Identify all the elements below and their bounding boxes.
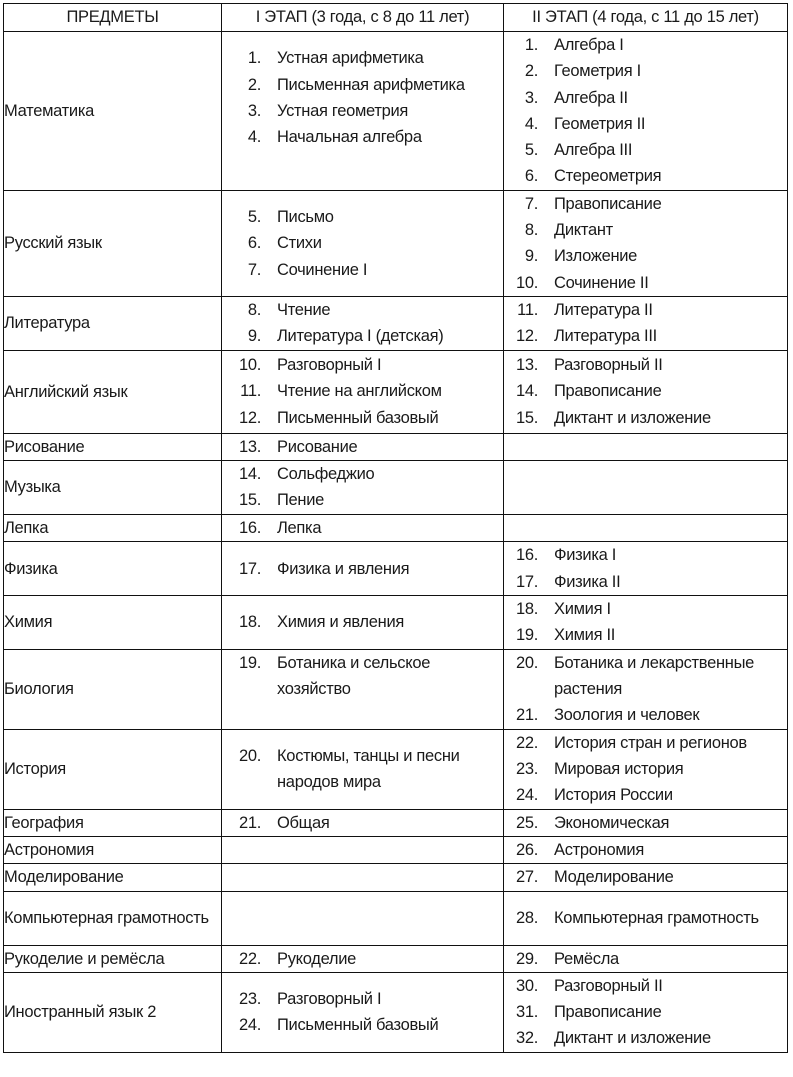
item-label: Экономическая xyxy=(554,813,670,832)
list-item xyxy=(504,596,787,622)
table-row xyxy=(4,460,788,514)
course-list xyxy=(504,650,787,729)
table-row xyxy=(4,945,788,972)
header-stage-1: I ЭТАП (3 года, с 8 до 11 лет) xyxy=(222,4,504,32)
item-label: Устная арифметика xyxy=(277,49,424,68)
subject-cell: Компьютерная грамотность xyxy=(4,891,222,945)
list-item xyxy=(504,542,787,568)
stage-1-cell xyxy=(222,864,504,891)
course-list xyxy=(222,352,503,431)
list-item xyxy=(504,297,787,323)
list-item xyxy=(222,204,503,230)
item-number: 4. xyxy=(524,114,538,133)
subject-cell: Иностранный язык 2 xyxy=(4,972,222,1052)
list-item xyxy=(504,191,787,217)
stage-1-cell xyxy=(222,190,504,296)
course-list xyxy=(504,730,787,809)
item-number: 21. xyxy=(515,706,538,725)
item-label: Литература II xyxy=(554,300,653,319)
table-row xyxy=(4,596,788,650)
item-label: Диктант xyxy=(554,221,613,240)
list-item xyxy=(504,999,787,1025)
list-item xyxy=(504,243,787,269)
item-number: 22. xyxy=(238,949,261,968)
item-label: Ботаника и лекарственные растения xyxy=(554,653,755,699)
list-item xyxy=(504,111,787,137)
table-row xyxy=(4,190,788,296)
item-number: 14. xyxy=(515,382,538,401)
table-row xyxy=(4,433,788,460)
list-item xyxy=(504,137,787,163)
item-label: Ботаника и сельское хозяйство xyxy=(277,653,431,699)
item-number: 23. xyxy=(515,759,538,778)
course-list xyxy=(504,946,787,972)
subject-cell: Лепка xyxy=(4,514,222,541)
item-label: Стереометрия xyxy=(554,167,662,186)
item-number: 30. xyxy=(515,976,538,995)
item-number: 28. xyxy=(515,908,538,927)
item-number: 24. xyxy=(515,786,538,805)
subject-cell: Математика xyxy=(4,32,222,191)
item-number: 32. xyxy=(515,1029,538,1048)
item-number: 19. xyxy=(515,626,538,645)
list-item xyxy=(504,973,787,999)
item-number: 29. xyxy=(515,949,538,968)
item-number: 20. xyxy=(515,653,538,672)
table-body xyxy=(4,32,788,1053)
table-row xyxy=(4,32,788,191)
list-item xyxy=(504,650,787,703)
item-label: Чтение на английском xyxy=(277,382,442,401)
item-number: 20. xyxy=(238,746,261,765)
list-item xyxy=(222,230,503,256)
list-item xyxy=(504,270,787,296)
subject-cell: Физика xyxy=(4,542,222,596)
stage-2-cell xyxy=(504,945,788,972)
table-row xyxy=(4,350,788,433)
list-item xyxy=(504,217,787,243)
item-label: Устная геометрия xyxy=(277,101,409,120)
item-label: Диктант и изложение xyxy=(554,1029,711,1048)
list-item xyxy=(222,650,503,703)
list-item xyxy=(504,905,787,931)
item-number: 21. xyxy=(238,813,261,832)
subject-cell: Астрономия xyxy=(4,836,222,863)
item-number: 12. xyxy=(238,408,261,427)
stage-2-cell xyxy=(504,542,788,596)
item-label: Физика и явления xyxy=(277,559,410,578)
list-item xyxy=(222,72,503,98)
course-list xyxy=(222,743,503,796)
item-label: Рукоделие xyxy=(277,949,357,968)
item-label: Сочинение II xyxy=(554,273,649,292)
list-item xyxy=(222,352,503,378)
item-label: Астрономия xyxy=(554,840,644,859)
item-number: 19. xyxy=(238,653,261,672)
stage-2-cell xyxy=(504,836,788,863)
stage-1-cell xyxy=(222,972,504,1052)
course-list xyxy=(504,810,787,836)
stage-1-cell xyxy=(222,809,504,836)
item-label: Сольфеджио xyxy=(277,465,375,484)
subject-cell: Литература xyxy=(4,296,222,350)
list-item xyxy=(222,743,503,796)
course-list xyxy=(504,297,787,350)
item-number: 27. xyxy=(515,868,538,887)
list-item xyxy=(504,1025,787,1051)
list-item xyxy=(504,352,787,378)
item-number: 3. xyxy=(524,88,538,107)
stage-1-cell xyxy=(222,32,504,191)
stage-1-cell xyxy=(222,296,504,350)
stage-1-cell xyxy=(222,350,504,433)
list-item xyxy=(222,405,503,431)
subject-cell: Моделирование xyxy=(4,864,222,891)
course-list xyxy=(504,191,787,296)
stage-1-cell xyxy=(222,514,504,541)
item-number: 7. xyxy=(247,260,261,279)
stage-1-cell xyxy=(222,891,504,945)
item-number: 14. xyxy=(238,465,261,484)
stage-2-cell xyxy=(504,649,788,729)
item-number: 5. xyxy=(247,207,261,226)
item-number: 4. xyxy=(247,128,261,147)
table-row xyxy=(4,836,788,863)
table-row xyxy=(4,809,788,836)
list-item xyxy=(504,756,787,782)
header-subjects: ПРЕДМЕТЫ xyxy=(4,4,222,32)
item-label: Разговорный I xyxy=(277,989,382,1008)
list-item xyxy=(222,323,503,349)
stage-2-cell xyxy=(504,972,788,1052)
list-item xyxy=(504,569,787,595)
stage-1-cell xyxy=(222,542,504,596)
stage-1-cell xyxy=(222,836,504,863)
course-list xyxy=(222,556,503,582)
subject-cell: Рукоделие и ремёсла xyxy=(4,945,222,972)
item-label: Письменная арифметика xyxy=(277,75,465,94)
stage-2-cell xyxy=(504,864,788,891)
item-label: Сочинение I xyxy=(277,260,368,279)
stage-1-cell xyxy=(222,460,504,514)
course-list xyxy=(222,515,503,541)
list-item xyxy=(504,730,787,756)
list-item xyxy=(222,461,503,487)
stage-1-cell xyxy=(222,649,504,729)
list-item xyxy=(222,810,503,836)
stage-2-cell xyxy=(504,350,788,433)
item-number: 10. xyxy=(515,273,538,292)
item-number: 3. xyxy=(247,101,261,120)
item-label: Правописание xyxy=(554,1003,662,1022)
stage-1-cell xyxy=(222,729,504,809)
table-row xyxy=(4,296,788,350)
list-item xyxy=(222,556,503,582)
item-number: 25. xyxy=(515,813,538,832)
item-label: Чтение xyxy=(277,300,331,319)
list-item xyxy=(504,622,787,648)
stage-1-cell xyxy=(222,433,504,460)
item-number: 8. xyxy=(524,221,538,240)
list-item xyxy=(504,32,787,58)
item-number: 15. xyxy=(515,408,538,427)
item-label: Письмо xyxy=(277,207,334,226)
item-label: Начальная алгебра xyxy=(277,128,422,147)
item-label: Диктант и изложение xyxy=(554,408,711,427)
item-label: Письменный базовый xyxy=(277,1016,439,1035)
list-item xyxy=(222,257,503,283)
course-list xyxy=(222,297,503,350)
item-number: 2. xyxy=(524,62,538,81)
item-number: 13. xyxy=(515,356,538,375)
item-label: История стран и регионов xyxy=(554,733,747,752)
item-label: История России xyxy=(554,786,673,805)
item-number: 18. xyxy=(238,613,261,632)
item-label: Письменный базовый xyxy=(277,408,439,427)
item-number: 11. xyxy=(517,300,538,319)
course-list xyxy=(504,32,787,190)
course-list xyxy=(504,596,787,649)
list-item xyxy=(504,58,787,84)
course-list xyxy=(504,864,787,890)
stage-2-cell xyxy=(504,891,788,945)
subject-cell: Химия xyxy=(4,596,222,650)
item-number: 1. xyxy=(524,36,538,54)
list-item xyxy=(222,1012,503,1038)
subject-cell: География xyxy=(4,809,222,836)
item-number: 7. xyxy=(524,194,538,213)
item-label: Моделирование xyxy=(554,868,674,887)
course-list xyxy=(504,542,787,595)
list-item xyxy=(222,124,503,150)
table-row xyxy=(4,542,788,596)
course-list xyxy=(504,352,787,431)
table-row xyxy=(4,891,788,945)
item-number: 17. xyxy=(238,559,261,578)
course-list xyxy=(504,973,787,1052)
item-label: Алгебра II xyxy=(554,88,628,107)
course-list xyxy=(222,650,503,703)
list-item xyxy=(222,515,503,541)
item-number: 5. xyxy=(524,141,538,160)
list-item xyxy=(504,405,787,431)
table-row xyxy=(4,729,788,809)
list-item xyxy=(504,864,787,890)
item-label: Химия II xyxy=(554,626,616,645)
list-item xyxy=(504,810,787,836)
list-item xyxy=(504,323,787,349)
table-row xyxy=(4,514,788,541)
item-number: 12. xyxy=(515,327,538,346)
stage-1-cell xyxy=(222,596,504,650)
list-item xyxy=(504,163,787,189)
list-item xyxy=(222,434,503,460)
list-item xyxy=(504,378,787,404)
item-label: Геометрия I xyxy=(554,62,641,81)
stage-2-cell xyxy=(504,596,788,650)
item-label: Ремёсла xyxy=(554,949,619,968)
item-label: Алгебра III xyxy=(554,141,633,160)
item-number: 23. xyxy=(238,989,261,1008)
item-label: Пение xyxy=(277,491,325,510)
item-number: 15. xyxy=(238,491,261,510)
stage-2-cell xyxy=(504,460,788,514)
item-number: 2. xyxy=(247,75,261,94)
item-label: Разговорный II xyxy=(554,976,663,995)
list-item xyxy=(222,946,503,972)
item-label: Правописание xyxy=(554,382,662,401)
list-item xyxy=(504,782,787,808)
list-item xyxy=(222,45,503,71)
stage-2-cell xyxy=(504,729,788,809)
item-number: 11. xyxy=(240,382,261,401)
subject-cell: Английский язык xyxy=(4,350,222,433)
item-label: Общая xyxy=(277,813,330,832)
item-number: 24. xyxy=(238,1016,261,1035)
item-label: Литература I (детская) xyxy=(277,327,444,346)
item-label: Правописание xyxy=(554,194,662,213)
item-number: 9. xyxy=(524,247,538,266)
list-item xyxy=(222,487,503,513)
list-item xyxy=(222,297,503,323)
list-item xyxy=(222,378,503,404)
list-item xyxy=(504,85,787,111)
course-list xyxy=(222,434,503,460)
stage-2-cell xyxy=(504,809,788,836)
course-list xyxy=(504,837,787,863)
item-number: 26. xyxy=(515,840,538,859)
header-stage-2: II ЭТАП (4 года, с 11 до 15 лет) xyxy=(504,4,788,32)
course-list xyxy=(222,810,503,836)
subject-cell: История xyxy=(4,729,222,809)
table-row xyxy=(4,649,788,729)
stage-2-cell xyxy=(504,32,788,191)
item-label: Физика I xyxy=(554,546,617,565)
table-row xyxy=(4,972,788,1052)
item-label: Разговорный I xyxy=(277,356,382,375)
item-label: Литература III xyxy=(554,327,657,346)
stage-1-cell xyxy=(222,945,504,972)
item-label: Химия и явления xyxy=(277,613,404,632)
item-label: Изложение xyxy=(554,247,638,266)
stage-2-cell xyxy=(504,190,788,296)
item-label: Компьютерная грамотность xyxy=(554,908,759,927)
item-label: Алгебра I xyxy=(554,36,624,54)
item-number: 17. xyxy=(515,572,538,591)
item-label: Костюмы, танцы и песни народов мира xyxy=(277,746,460,792)
item-label: Зоология и человек xyxy=(554,706,700,725)
stage-2-cell xyxy=(504,514,788,541)
header-row xyxy=(4,4,788,32)
item-number: 1. xyxy=(247,49,261,68)
subject-cell: Русский язык xyxy=(4,190,222,296)
list-item xyxy=(222,609,503,635)
list-item xyxy=(222,98,503,124)
item-number: 10. xyxy=(238,356,261,375)
item-number: 6. xyxy=(524,167,538,186)
course-list xyxy=(222,946,503,972)
course-list xyxy=(222,45,503,150)
item-label: Разговорный II xyxy=(554,356,663,375)
course-list xyxy=(222,461,503,514)
table-row xyxy=(4,864,788,891)
item-number: 6. xyxy=(247,234,261,253)
item-number: 8. xyxy=(247,300,261,319)
item-label: Лепка xyxy=(277,518,322,537)
list-item xyxy=(504,837,787,863)
item-number: 9. xyxy=(247,327,261,346)
item-label: Химия I xyxy=(554,600,611,619)
item-number: 13. xyxy=(238,437,261,456)
item-label: Стихи xyxy=(277,234,322,253)
item-number: 31. xyxy=(515,1003,538,1022)
stage-2-cell xyxy=(504,433,788,460)
item-label: Геометрия II xyxy=(554,114,646,133)
item-label: Физика II xyxy=(554,572,621,591)
course-list xyxy=(222,986,503,1039)
stage-2-cell xyxy=(504,296,788,350)
item-label: Рисование xyxy=(277,437,358,456)
subject-cell: Музыка xyxy=(4,460,222,514)
list-item xyxy=(504,702,787,728)
course-list xyxy=(222,204,503,283)
list-item xyxy=(504,946,787,972)
item-number: 16. xyxy=(515,546,538,565)
list-item xyxy=(222,986,503,1012)
course-list xyxy=(504,905,787,931)
item-label: Мировая история xyxy=(554,759,684,778)
curriculum-table xyxy=(3,3,788,1053)
subject-cell: Рисование xyxy=(4,433,222,460)
course-list xyxy=(222,609,503,635)
item-number: 18. xyxy=(515,600,538,619)
subject-cell: Биология xyxy=(4,649,222,729)
item-number: 22. xyxy=(515,733,538,752)
item-number: 16. xyxy=(238,518,261,537)
